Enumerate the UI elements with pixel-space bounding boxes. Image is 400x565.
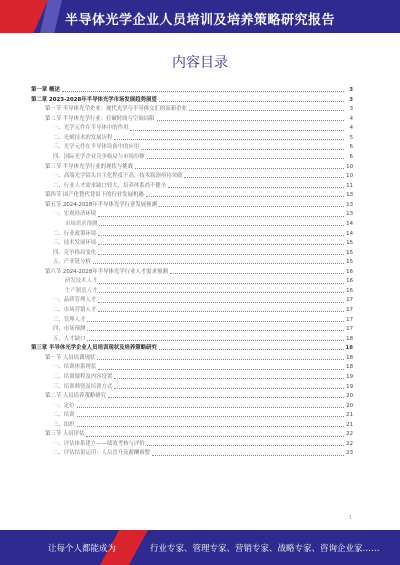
toc-entry-label: 五、产业链分析: [53, 259, 91, 266]
toc-entry[interactable]: [31, 277, 353, 287]
toc-entry[interactable]: [31, 363, 353, 373]
toc-entry[interactable]: [31, 153, 353, 163]
toc-entry-label: 四、市场预测: [53, 326, 86, 333]
toc-entry-page: 14: [346, 230, 353, 237]
toc-entry[interactable]: [31, 335, 353, 345]
toc-entry-label: 一、光学元件在半导体中的作用: [53, 125, 129, 132]
toc-entry-page: 23: [346, 450, 353, 457]
toc-entry[interactable]: [31, 392, 353, 402]
toc-entry-page: 18: [346, 354, 353, 361]
toc-entry-label: 第三节 人员评估: [45, 431, 85, 438]
toc-entry[interactable]: [31, 220, 353, 230]
toc-entry[interactable]: [31, 182, 353, 192]
toc-entry-label: 第一节 人员培训现状: [45, 354, 96, 361]
toc-entry-label: 一、宏观经济环境: [53, 211, 97, 218]
toc-leader-dots: [114, 378, 344, 379]
toc-entry-page: 22: [346, 440, 353, 447]
table-of-contents: [31, 86, 353, 459]
toc-entry[interactable]: [31, 105, 353, 115]
toc-entry-page: 13: [346, 192, 353, 199]
toc-leader-dots: [114, 139, 344, 140]
toc-entry-label: 三、管理人才: [53, 316, 86, 323]
toc-entry[interactable]: [31, 316, 353, 326]
toc-leader-dots: [189, 110, 344, 111]
toc-entry-label: 市场需求预测: [65, 220, 98, 227]
toc-entry[interactable]: [31, 449, 353, 459]
toc-leader-dots: [98, 311, 344, 312]
toc-entry-page: 18: [345, 345, 353, 352]
toc-entry-page: 17: [346, 316, 353, 323]
toc-entry-page: 16: [346, 287, 353, 294]
toc-leader-dots: [147, 445, 344, 446]
toc-entry-page: 15: [346, 249, 353, 256]
toc-entry-label: 第二章 2023-2028年半导体光学市场发展趋势展望: [31, 96, 157, 103]
toc-entry-label: 第二节 半导体光学行业：打破时间与空间局限: [45, 115, 155, 122]
toc-entry-page: 3: [349, 106, 353, 113]
page-number: 1: [349, 515, 353, 521]
toc-leader-dots: [93, 263, 344, 264]
toc-entry-page: 16: [346, 268, 353, 275]
toc-entry[interactable]: [31, 411, 353, 421]
toc-entry[interactable]: [31, 229, 353, 239]
toc-entry-page: 14: [346, 220, 353, 227]
toc-leader-dots: [62, 91, 344, 92]
toc-entry[interactable]: [31, 354, 353, 364]
toc-entry[interactable]: [31, 134, 353, 144]
toc-leader-dots: [152, 455, 344, 456]
toc-entry-page: 3: [349, 87, 353, 94]
toc-entry[interactable]: [31, 440, 353, 450]
toc-entry-page: 22: [346, 431, 353, 438]
toc-leader-dots: [170, 273, 344, 274]
toc-entry-page: 15: [346, 259, 353, 266]
toc-entry[interactable]: [31, 86, 353, 96]
footer-slogan-right: 行业专家、管理专家、营销专家、战略专家、咨询企业家……: [150, 544, 380, 554]
toc-entry-label: 一、高端光学镜头自主化程度不高，技术瓶颈亟待突破: [53, 173, 183, 180]
toc-entry-page: 18: [346, 364, 353, 371]
toc-leader-dots: [99, 283, 344, 284]
toc-leader-dots: [99, 225, 344, 226]
toc-entry-page: 21: [346, 412, 353, 419]
toc-entry-page: 19: [346, 383, 353, 390]
toc-entry-page: 13: [346, 211, 353, 218]
toc-entry[interactable]: [31, 115, 353, 125]
toc-entry[interactable]: [31, 421, 353, 431]
toc-entry-page: 10: [346, 173, 353, 180]
toc-entry[interactable]: [31, 172, 353, 182]
toc-entry-label: 第三章 半导体光学企业人员培训现状及培养策略研究: [31, 345, 157, 352]
toc-leader-dots: [130, 130, 344, 131]
toc-entry-page: 20: [346, 402, 353, 409]
toc-leader-dots: [99, 292, 344, 293]
toc-entry-page: 6: [349, 154, 353, 161]
toc-entry-label: 第六节 2024-2028年半导体光学行业人才需求预测: [45, 268, 168, 275]
toc-leader-dots: [98, 216, 344, 217]
toc-entry-page: 17: [346, 326, 353, 333]
toc-entry[interactable]: [31, 96, 353, 106]
toc-leader-dots: [97, 359, 344, 360]
toc-entry[interactable]: [31, 430, 353, 440]
toc-entry[interactable]: [31, 373, 353, 383]
toc-entry-page: 18: [346, 335, 353, 342]
toc-entry-label: 二、行业人才需求缺口较大，培养体系尚不健全: [53, 182, 167, 189]
toc-entry-label: 二、培训课程及内容设置: [53, 373, 113, 380]
toc-entry-label: 一、品质管理人才: [53, 297, 97, 304]
toc-entry-label: 五、人才缺口: [53, 335, 86, 342]
toc-entry-label: 二、培训: [53, 412, 75, 419]
toc-leader-dots: [98, 302, 344, 303]
toc-leader-dots: [98, 369, 344, 370]
toc-leader-dots: [147, 158, 344, 159]
toc-entry-label: 二、光刻技术的发展历程: [53, 134, 113, 141]
toc-leader-dots: [98, 244, 344, 245]
toc-entry[interactable]: [31, 191, 353, 201]
toc-entry-page: 3: [349, 96, 353, 103]
toc-entry-label: 研发技术人才: [65, 278, 98, 285]
toc-entry-label: 三、技术发展环境: [53, 240, 97, 247]
toc-entry-label: 二、市场营销人才: [53, 307, 97, 314]
toc-leader-dots: [159, 349, 344, 350]
toc-entry-page: 17: [346, 307, 353, 314]
toc-entry-label: 二、评估结果运用：人员晋升及薪酬调整: [53, 450, 151, 457]
toc-entry-label: 三、光学元件在半导体设备中的应用: [53, 144, 140, 151]
toc-leader-dots: [87, 330, 344, 331]
toc-entry-page: 20: [346, 393, 353, 400]
toc-leader-dots: [86, 436, 344, 437]
toc-entry[interactable]: [31, 249, 353, 259]
toc-entry[interactable]: [31, 306, 353, 316]
toc-leader-dots: [98, 235, 344, 236]
toc-entry-page: 21: [346, 421, 353, 428]
toc-entry-label: 第三节 半导体光学行业的现状与挑战: [45, 163, 133, 170]
toc-leader-dots: [87, 321, 344, 322]
toc-leader-dots: [159, 101, 344, 102]
toc-entry-page: 5: [349, 134, 353, 141]
toc-entry-page: 4: [349, 115, 353, 122]
toc-entry-label: 第一节 半导体光学企业：现代光学与半导体交汇的高新企业: [45, 106, 187, 113]
toc-leader-dots: [77, 416, 344, 417]
toc-leader-dots: [184, 177, 344, 178]
toc-entry-page: 13: [346, 201, 353, 208]
toc-leader-dots: [141, 149, 344, 150]
toc-entry[interactable]: [31, 325, 353, 335]
toc-leader-dots: [159, 206, 344, 207]
toc-entry[interactable]: [31, 296, 353, 306]
toc-entry[interactable]: [31, 287, 353, 297]
toc-entry-page: 16: [346, 278, 353, 285]
toc-entry-page: 11: [346, 182, 353, 189]
toc-entry-label: 第五节 2024-2028年半导体光学行业发展预测: [45, 201, 157, 208]
toc-entry-page: 6: [349, 144, 353, 151]
toc-leader-dots: [77, 407, 344, 408]
toc-entry[interactable]: [31, 382, 353, 392]
toc-entry-label: 生产制造人才: [65, 287, 98, 294]
toc-leader-dots: [77, 426, 344, 427]
toc-entry-page: 17: [346, 297, 353, 304]
toc-leader-dots: [108, 397, 344, 398]
toc-entry-label: 一、评估体系建立——绩效考核与评价: [53, 440, 145, 447]
toc-entry[interactable]: [31, 344, 353, 354]
toc-entry-page: 15: [346, 240, 353, 247]
toc-entry[interactable]: [31, 201, 353, 211]
toc-entry-page: 4: [349, 125, 353, 132]
toc-leader-dots: [98, 254, 344, 255]
toc-entry[interactable]: [31, 124, 353, 134]
toc-leader-dots: [146, 196, 344, 197]
report-header: [0, 0, 400, 33]
toc-entry-label: 一、培训体系现状: [53, 364, 97, 371]
toc-entry-label: 三、组织: [53, 421, 75, 428]
toc-heading: 内容目录: [172, 55, 228, 71]
toc-entry-label: 第一章 概述: [31, 87, 60, 94]
toc-entry[interactable]: [31, 268, 353, 278]
toc-leader-dots: [168, 187, 344, 188]
toc-entry-label: 三、培训师资及培训方式: [53, 383, 113, 390]
footer-slogan-left: 让每个人都能成为: [48, 544, 117, 554]
toc-entry-label: 四、国际光学企业竞争格局与市场份额: [53, 154, 145, 161]
toc-entry[interactable]: [31, 143, 353, 153]
toc-entry[interactable]: [31, 210, 353, 220]
toc-entry-page: 10: [346, 163, 353, 170]
report-title: 半导体光学企业人员培训及培养策略研究报告: [64, 13, 335, 28]
toc-entry[interactable]: [31, 258, 353, 268]
toc-entry[interactable]: [31, 402, 353, 412]
toc-leader-dots: [87, 340, 344, 341]
report-footer: [0, 530, 400, 565]
toc-entry-page: 19: [346, 373, 353, 380]
toc-entry-label: 二、行业政策环境: [53, 230, 97, 237]
toc-entry-label: 第四节 国产化替代背景下的行业发展机遇: [45, 192, 144, 199]
toc-entry-label: 第二节 人员培养策略研究: [45, 393, 107, 400]
toc-leader-dots: [114, 388, 344, 389]
toc-entry-label: 四、竞争格局变化: [53, 249, 97, 256]
toc-entry[interactable]: [31, 163, 353, 173]
toc-leader-dots: [135, 168, 344, 169]
toc-entry[interactable]: [31, 239, 353, 249]
toc-entry-label: 一、定位: [53, 402, 75, 409]
toc-leader-dots: [157, 120, 344, 121]
